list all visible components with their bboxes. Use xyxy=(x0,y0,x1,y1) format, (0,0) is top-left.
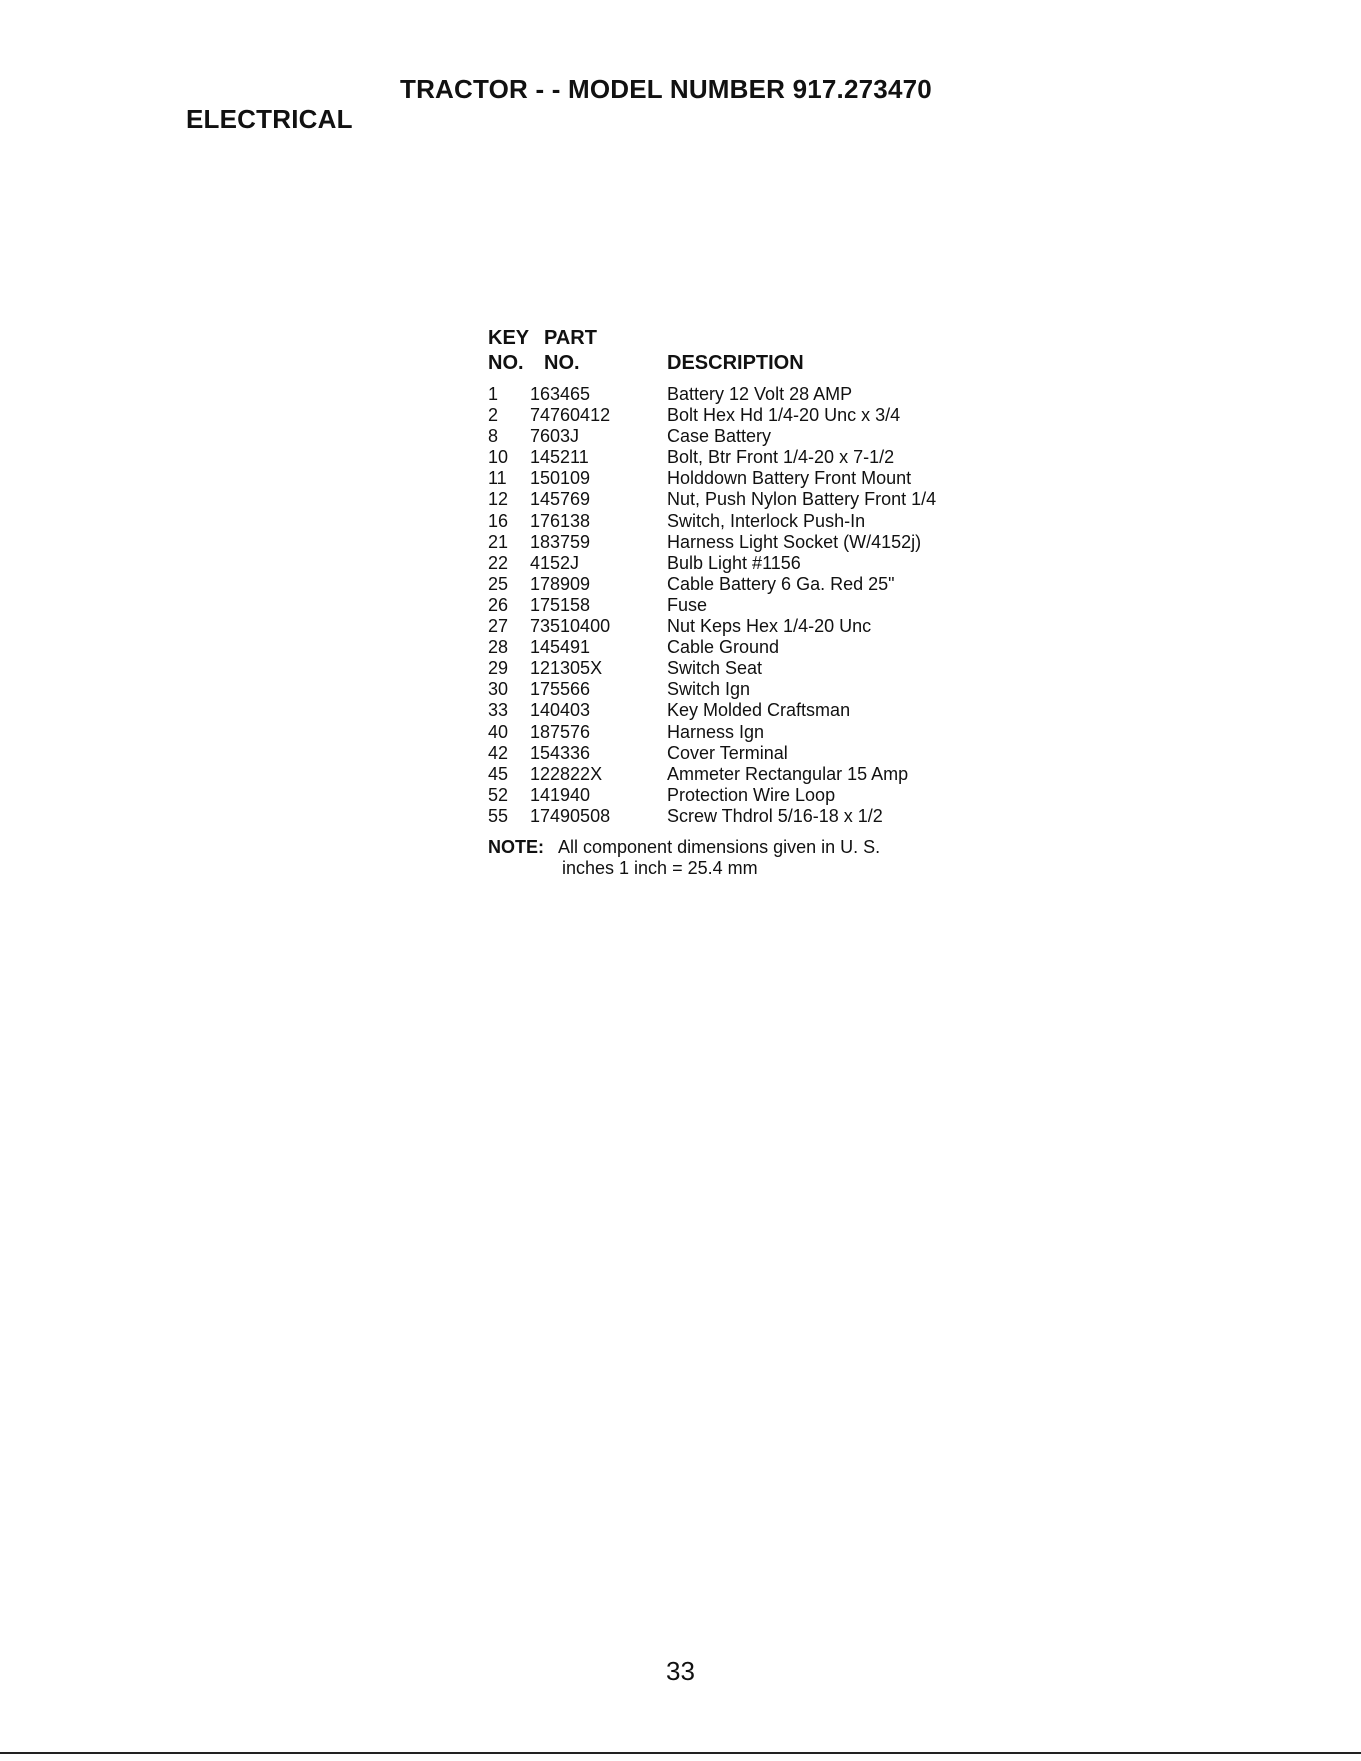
note-label: NOTE: xyxy=(488,836,544,857)
table-row xyxy=(488,764,1008,785)
page-number: 33 xyxy=(666,1656,695,1686)
row-part-no: 178909 xyxy=(530,573,591,594)
table-row xyxy=(488,637,1008,658)
header-key-line2: NO. xyxy=(488,352,524,374)
row-description: Fuse xyxy=(667,594,708,615)
row-key-no: 10 xyxy=(488,447,509,468)
row-description: Ammeter Rectangular 15 Amp xyxy=(667,763,909,784)
row-key-no: 42 xyxy=(488,742,509,763)
row-key-no: 2 xyxy=(488,405,499,426)
table-row xyxy=(488,489,1008,510)
row-part-no: 150109 xyxy=(530,468,591,489)
table-row xyxy=(488,616,1008,637)
row-part-no: 176138 xyxy=(530,510,591,531)
parts-table xyxy=(488,326,1008,881)
row-key-no: 21 xyxy=(488,531,509,552)
row-description: Switch Ign xyxy=(667,679,751,700)
row-part-no: 163465 xyxy=(530,384,591,404)
parts-table-header xyxy=(488,326,1008,376)
row-part-no: 140403 xyxy=(530,700,591,721)
row-part-no: 4152J xyxy=(530,552,580,573)
row-description: Switch Seat xyxy=(667,658,763,679)
note xyxy=(488,837,1008,881)
row-description: Nut, Push Nylon Battery Front 1/4 xyxy=(667,489,937,510)
parts-table-body xyxy=(488,384,1008,827)
note-line-2: inches 1 inch = 25.4 mm xyxy=(562,857,758,878)
row-key-no: 28 xyxy=(488,637,509,658)
row-description: Cable Ground xyxy=(667,637,780,658)
row-part-no: 141940 xyxy=(530,784,591,805)
table-row xyxy=(488,743,1008,764)
table-row xyxy=(488,384,1008,405)
row-description: Bulb Light #1156 xyxy=(667,552,801,573)
row-description: Holddown Battery Front Mount xyxy=(667,468,912,489)
row-description: Harness Light Socket (W/4152j) xyxy=(667,531,922,552)
header-part-line1: PART xyxy=(544,327,597,349)
row-description: Key Molded Craftsman xyxy=(667,700,851,721)
page-title: TRACTOR - - MODEL NUMBER 917.273470 xyxy=(400,74,932,104)
header-key-line1: KEY xyxy=(488,327,530,349)
table-row xyxy=(488,511,1008,532)
row-part-no: 187576 xyxy=(530,721,591,742)
row-part-no: 145491 xyxy=(530,637,591,658)
row-key-no: 22 xyxy=(488,552,509,573)
row-description: Bolt Hex Hd 1/4-20 Unc x 3/4 xyxy=(667,405,901,426)
row-key-no: 1 xyxy=(488,384,499,404)
header-description: DESCRIPTION xyxy=(667,352,804,374)
row-description: Screw Thdrol 5/16-18 x 1/2 xyxy=(667,805,883,826)
note-line-1: All component dimensions given in U. S. xyxy=(558,836,881,857)
row-key-no: 40 xyxy=(488,721,509,742)
row-key-no: 30 xyxy=(488,679,509,700)
row-key-no: 55 xyxy=(488,805,509,826)
table-row xyxy=(488,785,1008,806)
table-row xyxy=(488,468,1008,489)
row-key-no: 33 xyxy=(488,700,509,721)
table-row xyxy=(488,426,1008,447)
row-key-no: 26 xyxy=(488,594,509,615)
table-row xyxy=(488,722,1008,743)
row-part-no: 122822X xyxy=(530,763,603,784)
row-key-no: 45 xyxy=(488,763,509,784)
table-row xyxy=(488,574,1008,595)
table-row xyxy=(488,700,1008,721)
table-row xyxy=(488,658,1008,679)
row-key-no: 27 xyxy=(488,616,509,637)
table-row xyxy=(488,679,1008,700)
table-row xyxy=(488,595,1008,616)
row-description: Harness Ign xyxy=(667,721,765,742)
row-part-no: 175158 xyxy=(530,594,591,615)
row-part-no: 73510400 xyxy=(530,616,611,637)
row-key-no: 12 xyxy=(488,489,509,510)
row-part-no: 145211 xyxy=(530,447,589,468)
row-description: Protection Wire Loop xyxy=(667,784,836,805)
row-part-no: 121305X xyxy=(530,658,603,679)
table-row xyxy=(488,553,1008,574)
row-part-no: 7603J xyxy=(530,426,580,447)
row-description: Battery 12 Volt 28 AMP xyxy=(667,384,853,404)
row-part-no: 175566 xyxy=(530,679,591,700)
row-description: Nut Keps Hex 1/4-20 Unc xyxy=(667,616,872,637)
row-part-no: 74760412 xyxy=(530,405,611,426)
row-description: Switch, Interlock Push-In xyxy=(667,510,866,531)
row-part-no: 154336 xyxy=(530,742,591,763)
row-part-no: 183759 xyxy=(530,531,591,552)
row-part-no: 145769 xyxy=(530,489,591,510)
table-row xyxy=(488,447,1008,468)
row-description: Case Battery xyxy=(667,426,772,447)
section-heading: ELECTRICAL xyxy=(186,104,353,134)
row-key-no: 16 xyxy=(488,510,509,531)
header-part-line2: NO. xyxy=(544,352,580,374)
row-key-no: 25 xyxy=(488,573,509,594)
table-row xyxy=(488,806,1008,827)
row-key-no: 8 xyxy=(488,426,499,447)
row-key-no: 52 xyxy=(488,784,509,805)
table-row xyxy=(488,405,1008,426)
bottom-rule xyxy=(0,1752,1361,1754)
row-key-no: 11 xyxy=(488,468,507,489)
row-description: Cable Battery 6 Ga. Red 25" xyxy=(667,573,895,594)
row-description: Cover Terminal xyxy=(667,742,788,763)
row-key-no: 29 xyxy=(488,658,509,679)
row-part-no: 17490508 xyxy=(530,805,611,826)
row-description: Bolt, Btr Front 1/4-20 x 7-1/2 xyxy=(667,447,895,468)
table-row xyxy=(488,532,1008,553)
